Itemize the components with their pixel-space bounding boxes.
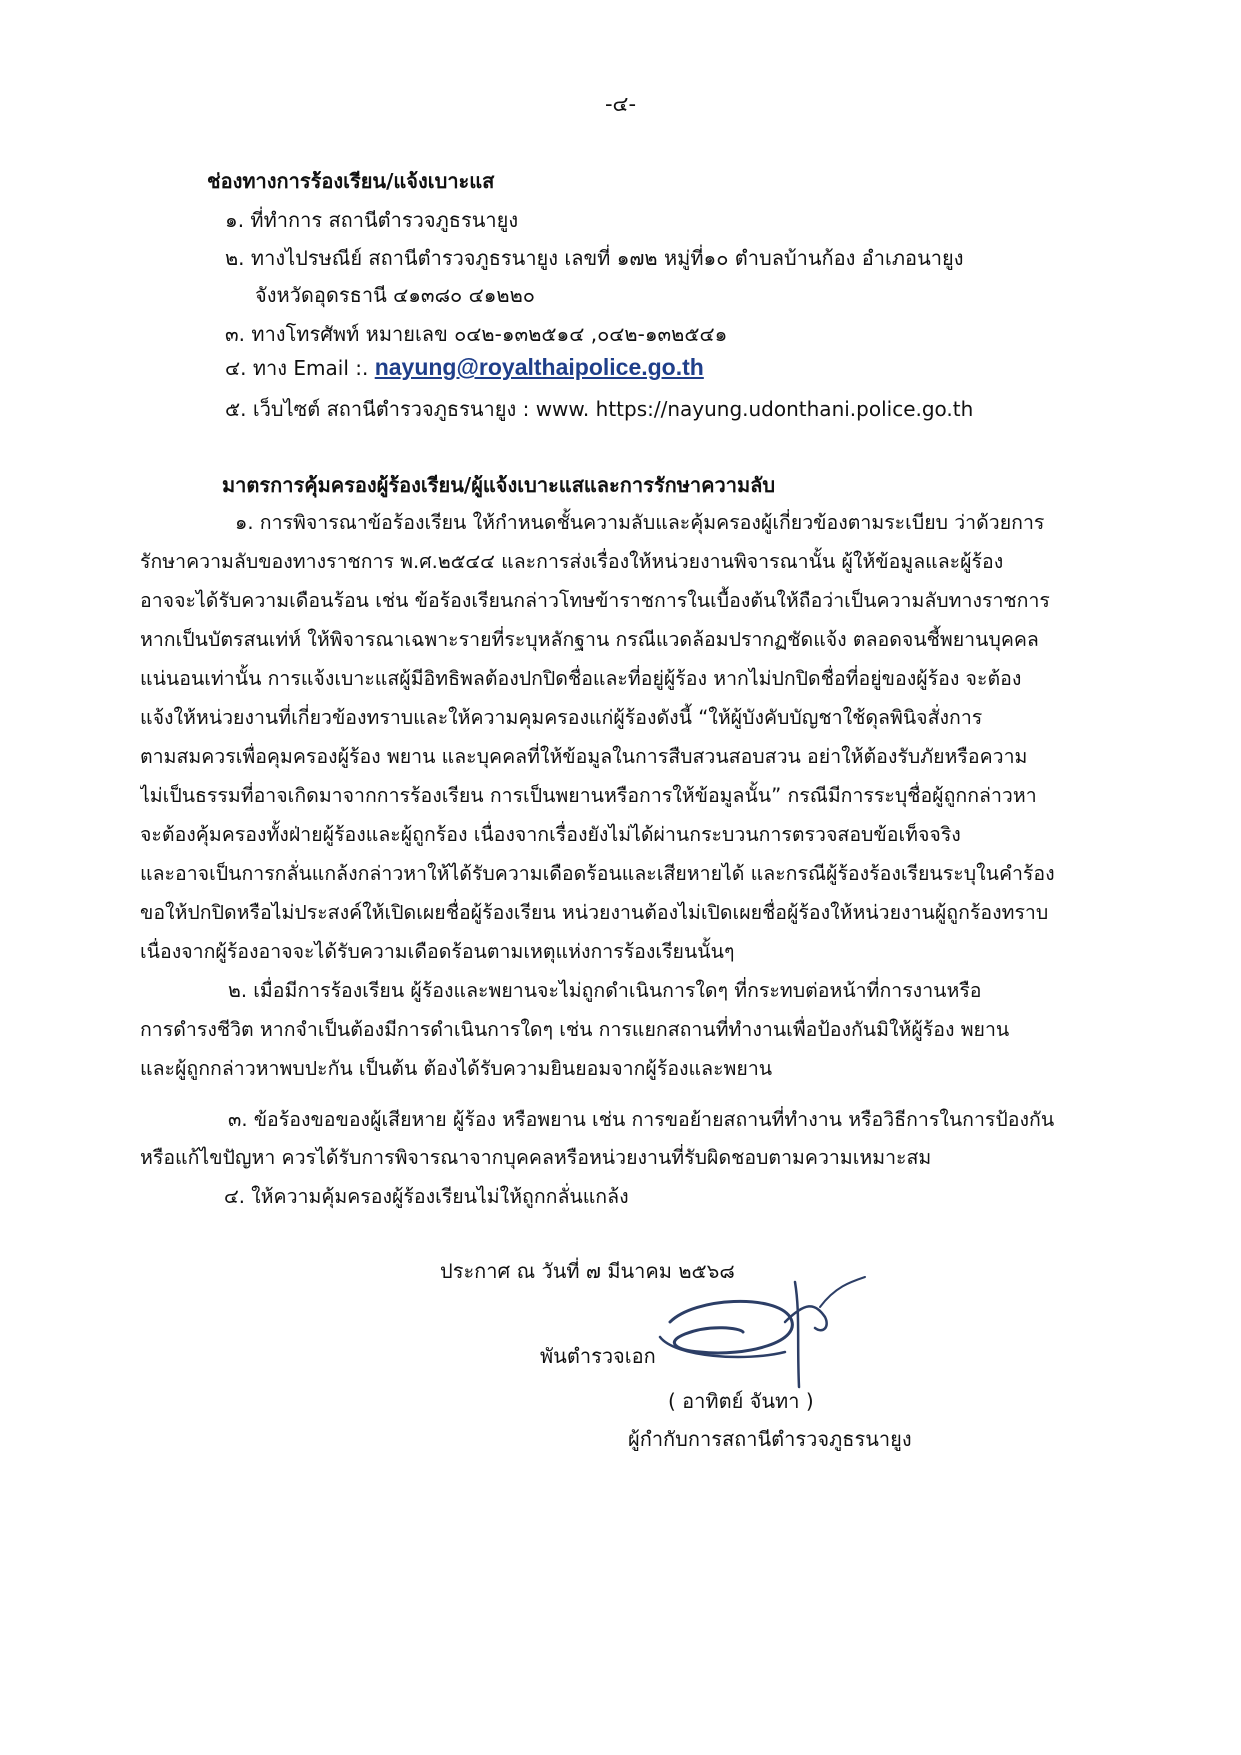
body-line: และผู้ถูกกล่าวหาพบปะกัน เป็นต้น ต้องได้รับความยินยอมจากผู้ร้องและพยาน [140, 1057, 773, 1080]
channel-item: ๓. ทางโทรศัพท์ หมายเลข ๐๔๒-๑๓๒๕๑๔ ,๐๔๒-๑๓๒๕๔๑ [225, 322, 728, 346]
body-line: ขอให้ปกปิดหรือไม่ประสงค์ให้เปิดเผยชื่อผู้ร้องเรียน หน่วยงานต้องไม่เปิดเผยชื่อผู้ร้องให้หน่วยงานผู้ถูกร้องทราบ [140, 901, 1049, 924]
body-line: ๒. เมื่อมีการร้องเรียน ผู้ร้องและพยานจะไม่ถูกดำเนินการใดๆ ที่กระทบต่อหน้าที่การงานหรือ [228, 979, 982, 1002]
body-line: ไม่เป็นธรรมที่อาจเกิดมาจากการร้องเรียน การเป็นพยานหรือการให้ข้อมูลนั้น” กรณีมีการระบุชื่อผู้ถูกกล่าวหา [140, 784, 1037, 807]
body-line: อาจจะได้รับความเดือนร้อน เช่น ข้อร้องเรียนกล่าวโทษข้าราชการในเบื้องต้นให้ถือว่าเป็นความลับทางราชการ [140, 589, 1050, 612]
email-link[interactable]: nayung@royalthaipolice.go.th [374, 354, 704, 380]
body-line: ๔. ให้ความคุ้มครองผู้ร้องเรียนไม่ให้ถูกกลั่นแกล้ง [224, 1185, 629, 1208]
body-line: เนื่องจากผู้ร้องอาจจะได้รับความเดือดร้อนตามเหตุแห่งการร้องเรียนนั้นๆ [140, 940, 735, 963]
signatory-rank: พันตำรวจเอก [540, 1344, 656, 1368]
channel-item: ๑. ที่ทำการ สถานีตำรวจภูธรนายูง [225, 208, 519, 232]
channel-item: ๒. ทางไปรษณีย์ สถานีตำรวจภูธรนายูง เลขที่ ๑๗๒ หมู่ที่๑๐ ตำบลบ้านก้อง อำเภอนายูง [225, 246, 964, 270]
signatory-name: ( อาทิตย์ จันทา ) [668, 1389, 814, 1413]
body-line: จะต้องคุ้มครองทั้งฝ่ายผู้ร้องและผู้ถูกร้อง เนื่องจากเรื่องยังไม่ได้ผ่านกระบวนการตรวจสอบข้อเท็จจริง [140, 823, 961, 846]
body-line: แจ้งให้หน่วยงานที่เกี่ยวข้องทราบและให้ความคุมครองแก่ผู้ร้องดังนี้ “ให้ผู้บังคับบัญชาใช้ดุลพินิจสั่งการ [140, 706, 983, 729]
announcement-date: ประกาศ ณ วันที่ ๗ มีนาคม ๒๕๖๘ [440, 1259, 735, 1283]
channel-item: จังหวัดอุดรธานี ๔๑๓๘๐ ๔๑๒๒๐ [255, 283, 535, 307]
page-number: -๔- [604, 92, 637, 116]
body-line: ๑. การพิจารณาข้อร้องเรียน ให้กำหนดชั้นความลับและคุ้มครองผู้เกี่ยวข้องตามระเบียบ ว่าด้วยการ [235, 511, 1045, 534]
body-line: แน่นอนเท่านั้น การแจ้งเบาะแสผู้มีอิทธิพลต้องปกปิดชื่อและที่อยู่ผู้ร้อง หากไม่ปกปิดชื่อที่อยู่ของผู้ร้อง จะต้อง [140, 667, 1022, 690]
body-line: หรือแก้ไขปัญหา ควรได้รับการพิจารณาจากบุคคลหรือหน่วยงานที่รับผิดชอบตามความเหมาะสม [140, 1146, 932, 1169]
protection-heading: มาตรการคุ้มครองผู้ร้องเรียน/ผู้แจ้งเบาะแสและการรักษาความลับ [222, 473, 776, 497]
body-line: หากเป็นบัตรสนเท่ห์ ให้พิจารณาเฉพาะรายที่ระบุหลักฐาน กรณีแวดล้อมปรากฏชัดแจ้ง ตลอดจนชี้พยานบุคคล [140, 628, 1039, 651]
channel-item-email [225, 352, 704, 384]
body-line: รักษาความลับของทางราชการ พ.ศ.๒๕๔๔ และการส่งเรื่องให้หน่วยงานพิจารณานั้น ผู้ให้ข้อมูลและผู้ร้อง [140, 550, 1004, 573]
signature [655, 1262, 870, 1392]
body-line: การดำรงชีวิต หากจำเป็นต้องมีการดำเนินการใดๆ เช่น การแยกสถานที่ทำงานเพื่อป้องกันมิให้ผู้ร้อง พยาน [140, 1018, 1010, 1041]
email-prefix: ๔. ทาง Email :. [225, 356, 369, 380]
signatory-position: ผู้กำกับการสถานีตำรวจภูธรนายูง [628, 1427, 912, 1451]
channels-heading: ช่องทางการร้องเรียน/แจ้งเบาะแส [207, 169, 495, 193]
body-line: และอาจเป็นการกลั่นแกล้งกล่าวหาให้ได้รับความเดือดร้อนและเสียหายได้ และกรณีผู้ร้องร้องเรียนระบุในคำร้อง [140, 862, 1055, 885]
body-line: ๓. ข้อร้องขอของผู้เสียหาย ผู้ร้อง หรือพยาน เช่น การขอย้ายสถานที่ทำงาน หรือวิธีการในการป้องกัน [228, 1108, 1055, 1131]
body-line: ตามสมควรเพื่อคุมครองผู้ร้อง พยาน และบุคคลที่ให้ข้อมูลในการสืบสวนสอบสวน อย่าให้ต้องรับภัยหรือความ [140, 745, 1028, 768]
channel-item: ๕. เว็บไซต์ สถานีตำรวจภูธรนายูง : www. https://nayung.udonthani.police.go.th [225, 397, 974, 421]
